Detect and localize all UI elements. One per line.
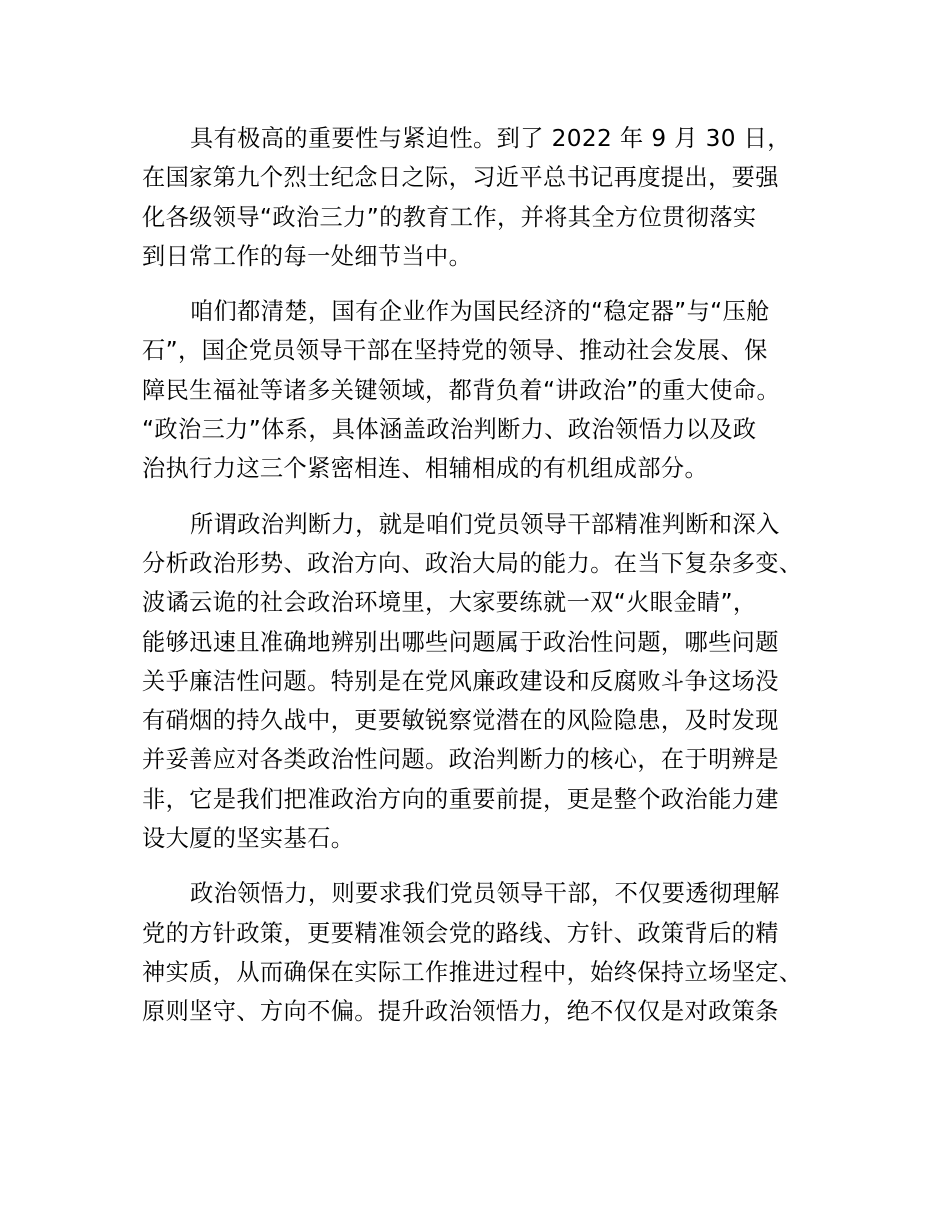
text-line: 石”，国企党员领导干部在坚持党的领导、推动社会发展、保 [142,337,768,365]
text-line: 波谲云诡的社会政治环境里，大家要练就一双“火眼金睛”， [142,589,757,617]
text-line: 障民生福祉等诸多关键领域，都背负着“讲政治”的重大使命。 [142,376,781,404]
text-line: 神实质，从而确保在实际工作推进过程中，始终保持立场坚定、 [142,958,803,986]
text-line: 关乎廉洁性问题。特别是在党风廉政建设和反腐败斗争这场没 [142,667,779,695]
document-page [142,119,822,1048]
text-line: 政治领悟力，则要求我们党员领导干部，不仅要透彻理解 [190,880,780,908]
paragraph-1 [142,119,822,276]
text-line: 在国家第九个烈士纪念日之际，习近平总书记再度提出，要强 [142,164,779,192]
text-line: 到日常工作的每一处细节当中。 [142,242,473,270]
text-line: 并妥善应对各类政治性问题。政治判断力的核心，在于明辨是 [142,746,779,774]
text-line: 设大厦的坚实基石。 [142,825,355,853]
text-line: 原则坚守、方向不偏。提升政治领悟力，绝不仅仅是对政策条 [142,998,779,1026]
text-line: 咱们都清楚，国有企业作为国民经济的“稳定器”与“压舱 [190,298,770,326]
paragraph-4 [142,874,822,1031]
paragraph-2 [142,292,822,488]
text-line: 能够迅速且准确地辨别出哪些问题属于政治性问题，哪些问题 [142,628,779,656]
paragraph-3 [142,505,822,859]
text-line: 具有极高的重要性与紧迫性。到了 2022 年 9 月 30 日， [190,125,791,152]
text-line: 分析政治形势、政治方向、政治大局的能力。在当下复杂多变、 [142,549,803,577]
text-line: 治执行力这三个紧密相连、相辅相成的有机组成部分。 [142,455,709,483]
text-line: 有硝烟的持久战中，更要敏锐察觉潜在的风险隐患，及时发现 [142,707,779,735]
text-line: 化各级领导“政治三力”的教育工作，并将其全方位贯彻落实 [142,203,757,231]
text-line: 非，它是我们把准政治方向的重要前提，更是整个政治能力建 [142,785,779,813]
text-line: “政治三力”体系，具体涵盖政治判断力、政治领悟力以及政 [142,416,757,444]
text-line: 所谓政治判断力，就是咱们党员领导干部精准判断和深入 [190,510,780,538]
text-line: 党的方针政策，更要精准领会党的路线、方针、政策背后的精 [142,919,779,947]
